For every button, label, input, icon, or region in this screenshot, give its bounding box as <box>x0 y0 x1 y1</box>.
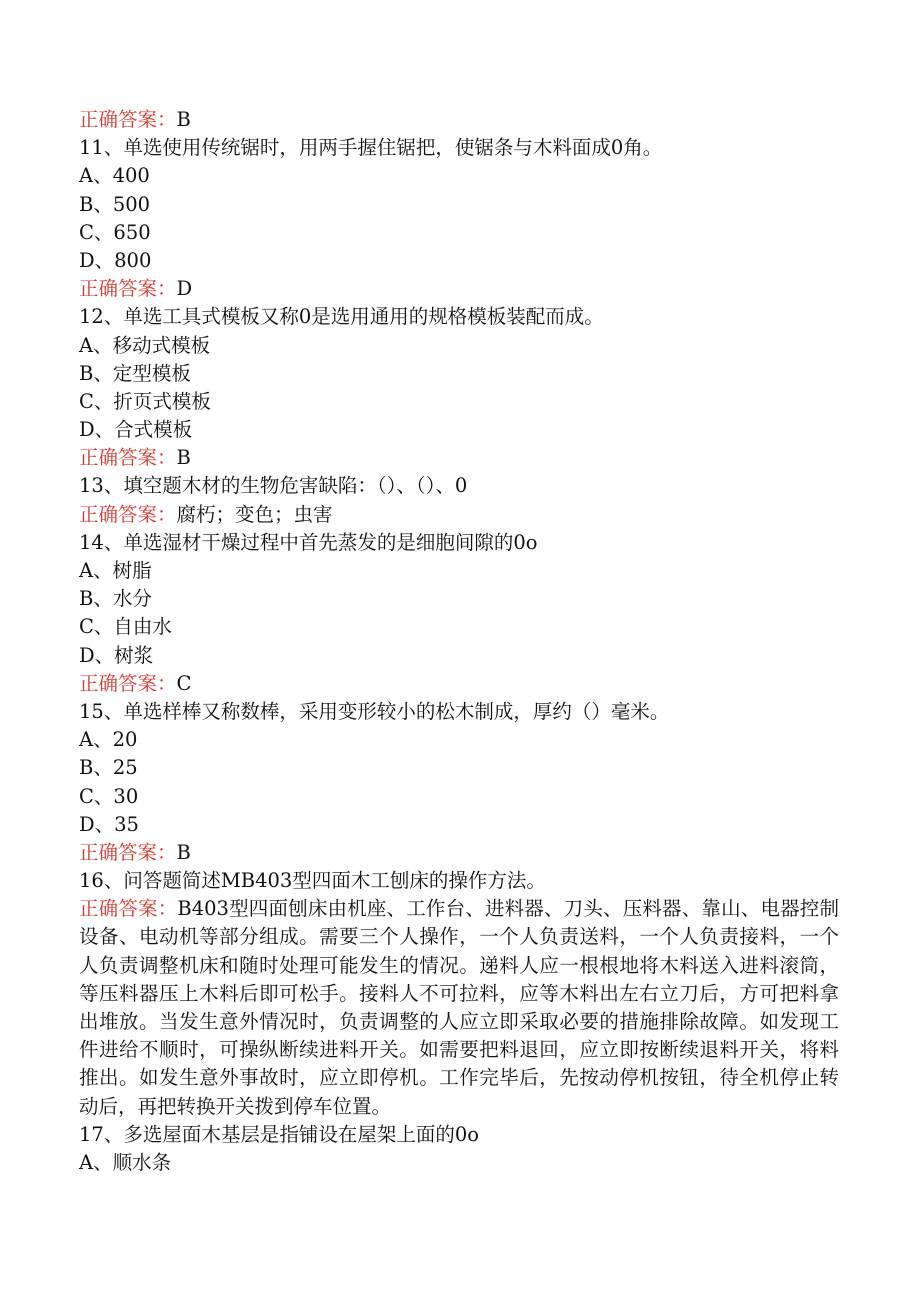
q12-option-a: A、移动式模板 <box>79 333 211 357</box>
q12-option-d: D、合式模板 <box>79 418 193 442</box>
q15-answer <box>79 839 839 867</box>
q15-option-a: A、20 <box>79 728 138 752</box>
q11-answer <box>79 275 839 303</box>
q12-option-b: B、定型模板 <box>79 361 191 385</box>
q15-question: 15、单选样棒又称数棒，采用变形较小的松木制成，厚约（）毫米。 <box>79 699 670 723</box>
answer-label: 正确答案： <box>79 897 178 921</box>
answer-value: D <box>176 277 193 301</box>
q12-question: 12、单选工具式模板又称0是选用通用的规格模板装配而成。 <box>79 305 604 329</box>
q11-option-b: B、500 <box>79 192 151 216</box>
q17-question: 17、多选屋面木基层是指铺设在屋架上面的0o <box>79 1122 479 1146</box>
q11-question: 11、单选使用传统锯时，用两手握住锯把，使锯条与木料面成0角。 <box>79 136 663 160</box>
q15-option-c: C、30 <box>79 784 139 808</box>
answer-label: 正确答案： <box>79 108 177 131</box>
q14-option-a: A、树脂 <box>79 559 152 582</box>
q11-option-c: C、650 <box>79 220 151 244</box>
answer-value: C <box>176 671 192 695</box>
q13-question: 13、填空题木材的生物危害缺陷：（）、（）、0 <box>79 474 468 498</box>
document-page <box>79 106 839 1177</box>
q16-question: 16、问答题简述MB403型四面木工刨床的操作方法。 <box>79 869 546 893</box>
answer-label: 正确答案： <box>79 671 177 695</box>
q13-answer <box>79 501 839 529</box>
q14-question: 14、单选湿材干燥过程中首先蒸发的是细胞间隙的0o <box>79 530 538 554</box>
answer-value: B <box>176 840 191 864</box>
answer-label: 正确答案： <box>79 446 177 470</box>
answer-label: 正确答案： <box>79 277 177 301</box>
q17-option-a: A、顺水条 <box>79 1151 172 1175</box>
q15-option-b: B、25 <box>79 756 138 780</box>
q10-answer <box>79 106 839 134</box>
q14-option-d: D、树浆 <box>79 643 154 667</box>
answer-value: B <box>176 446 191 470</box>
q14-option-c: C、自由水 <box>79 615 172 639</box>
answer-label: 正确答案： <box>79 502 177 526</box>
q14-option-b: B、水分 <box>79 587 152 611</box>
answer-label: 正确答案： <box>79 840 177 864</box>
q12-answer <box>79 444 839 472</box>
answer-value: B <box>176 108 191 131</box>
q11-option-d: D、800 <box>79 248 152 272</box>
answer-value: B403型四面刨床由机座、工作台、进料器、刀头、压料器、靠山、电器控制设备、电动机等部分组成。需要三个人操作，一个人负责送料，一个人负责接料，一个人负责调整机床和随时处理可能发生的情况。递料人应一根根地将木料送入进料滚筒，等压料器压上木料后即可松手。接料人不可拉料，应等木料出左右立刀后，方可把料拿出堆放。当发生意外情况时，负责调整的人应立即采取必要的措施排除故障。如发现工件进给不顺时，可操纵断续进料开关。如需要把料退回，应立即按断续退料开关，将料推出。如发生意外事故时，应立即停机。工作完毕后，先按动停机按钮，待全机停止转动后，再把转换开关拨到停车位置。 <box>79 897 839 1118</box>
q14-answer <box>79 670 839 698</box>
q12-option-c: C、折页式模板 <box>79 389 211 413</box>
q11-option-a: A、400 <box>79 164 150 188</box>
answer-value: 腐朽；变色；虫害 <box>176 502 333 526</box>
q15-option-d: D、35 <box>79 812 139 836</box>
q16-answer <box>79 895 839 1121</box>
